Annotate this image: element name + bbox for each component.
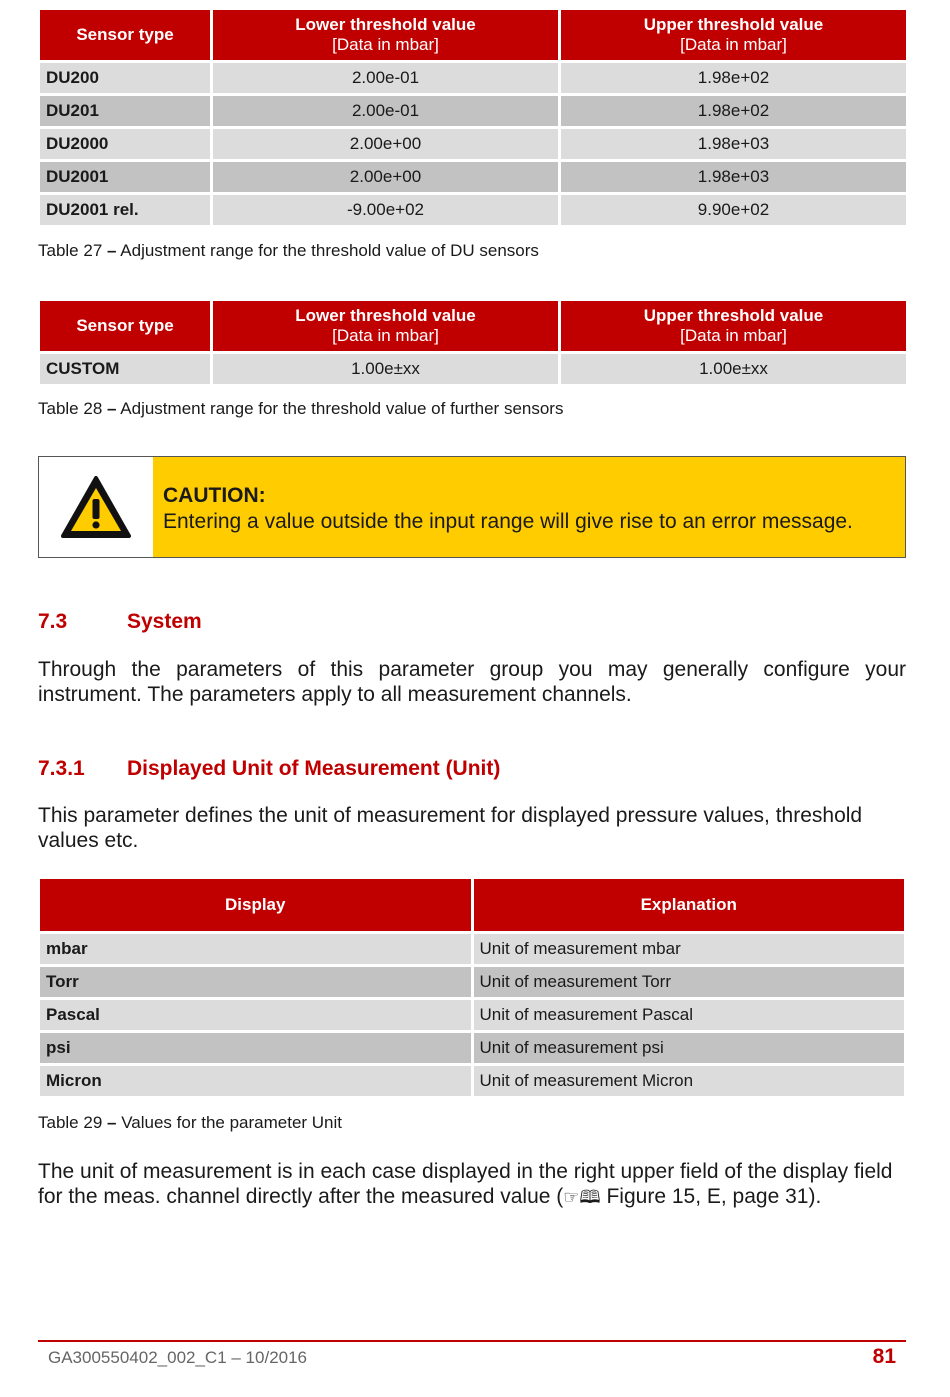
table-row [40, 1066, 904, 1096]
explanation-cell: Unit of measurement Pascal [474, 1000, 905, 1030]
table-29 [37, 876, 907, 1099]
caption-dash: – [107, 241, 117, 260]
header-explanation: Explanation [474, 879, 905, 931]
section-body: Through the parameters of this parameter group you may generally configure your instrument. The parameters apply to all measurement channels. [38, 658, 906, 706]
caption-text: Adjustment range for the threshold value of further sensors [120, 399, 564, 418]
display-cell: Micron [40, 1066, 471, 1096]
header-upper-threshold [561, 10, 906, 60]
upper-cell: 1.00e±xx [561, 354, 906, 384]
table-28 [37, 298, 909, 387]
table-row [40, 63, 906, 93]
caption-dash: – [107, 399, 117, 418]
header-lower-threshold [213, 10, 558, 60]
header-upper-main: Upper threshold value [643, 306, 824, 325]
sensor-cell: DU2000 [40, 129, 210, 159]
explanation-cell: Unit of measurement mbar [474, 934, 905, 964]
table-header-row [40, 301, 906, 351]
table-27 [37, 7, 909, 228]
caution-icon-cell [39, 457, 153, 557]
lower-cell: 2.00e+00 [213, 129, 558, 159]
table-27-caption [38, 241, 539, 261]
caution-title: CAUTION: [163, 484, 266, 507]
table-row [40, 354, 906, 384]
subsection-body: This parameter defines the unit of measurement for displayed pressure values, threshold values etc. [38, 804, 863, 852]
caption-label: Table 28 [38, 399, 103, 418]
caption-label: Table 29 [38, 1113, 103, 1132]
header-lower-threshold [213, 301, 558, 351]
subsection-number: 7.3.1 [38, 757, 85, 780]
caption-text: Adjustment range for the threshold value of DU sensors [120, 241, 539, 260]
header-lower-unit: [Data in mbar] [332, 35, 439, 54]
explanation-cell: Unit of measurement psi [474, 1033, 905, 1063]
header-sensor-type: Sensor type [40, 301, 210, 351]
caption-text: Values for the parameter Unit [121, 1113, 343, 1132]
upper-cell: 1.98e+02 [561, 96, 906, 126]
table-header-row [40, 10, 906, 60]
table-row [40, 1033, 904, 1063]
lower-cell: 1.00e±xx [213, 354, 558, 384]
display-cell: Torr [40, 967, 471, 997]
explanation-cell: Unit of measurement Torr [474, 967, 905, 997]
page-number: 81 [872, 1345, 896, 1368]
caution-text-cell [153, 457, 905, 557]
upper-cell: 1.98e+03 [561, 162, 906, 192]
caution-box [38, 456, 906, 558]
figure-reference-link[interactable]: Figure 15, E, page 31). [600, 1185, 822, 1208]
reference-book-icon: ☞🕮 [563, 1187, 601, 1208]
table-28-caption [38, 399, 563, 419]
caption-dash: – [107, 1113, 117, 1132]
closing-paragraph [38, 1159, 906, 1210]
lower-cell: -9.00e+02 [213, 195, 558, 225]
table-header-row [40, 879, 904, 931]
caution-message: Entering a value outside the input range will give rise to an error message. [163, 510, 853, 533]
footer-divider [38, 1340, 906, 1342]
table-row [40, 934, 904, 964]
sensor-cell: DU200 [40, 63, 210, 93]
display-cell: Pascal [40, 1000, 471, 1030]
header-upper-threshold [561, 301, 906, 351]
header-upper-unit: [Data in mbar] [680, 326, 787, 345]
table-row [40, 195, 906, 225]
section-number: 7.3 [38, 610, 68, 633]
subsection-title: Displayed Unit of Measurement (Unit) [127, 757, 501, 780]
header-lower-unit: [Data in mbar] [332, 326, 439, 345]
sensor-cell: DU201 [40, 96, 210, 126]
upper-cell: 1.98e+02 [561, 63, 906, 93]
warning-triangle-icon [60, 474, 132, 540]
sensor-cell: CUSTOM [40, 354, 210, 384]
explanation-cell: Unit of measurement Micron [474, 1066, 905, 1096]
table-row [40, 1000, 904, 1030]
header-lower-main: Lower threshold value [295, 15, 476, 34]
header-sensor-type: Sensor type [40, 10, 210, 60]
lower-cell: 2.00e-01 [213, 96, 558, 126]
display-cell: mbar [40, 934, 471, 964]
table-row [40, 967, 904, 997]
closing-text: The unit of measurement is in each case displayed in the right upper field of the display field for the meas. channel directly after the measured value ( [38, 1160, 893, 1208]
header-upper-main: Upper threshold value [643, 15, 824, 34]
header-lower-main: Lower threshold value [295, 306, 476, 325]
footer-doc-id: GA300550402_002_C1 – 10/2016 [48, 1348, 308, 1367]
display-cell: psi [40, 1033, 471, 1063]
upper-cell: 1.98e+03 [561, 129, 906, 159]
table-row [40, 162, 906, 192]
header-display: Display [40, 879, 471, 931]
table-29-caption [38, 1113, 342, 1133]
header-upper-unit: [Data in mbar] [680, 35, 787, 54]
section-title: System [127, 610, 202, 633]
upper-cell: 9.90e+02 [561, 195, 906, 225]
caption-label: Table 27 [38, 241, 103, 260]
sensor-cell: DU2001 [40, 162, 210, 192]
table-row [40, 129, 906, 159]
lower-cell: 2.00e-01 [213, 63, 558, 93]
sensor-cell: DU2001 rel. [40, 195, 210, 225]
table-row [40, 96, 906, 126]
lower-cell: 2.00e+00 [213, 162, 558, 192]
